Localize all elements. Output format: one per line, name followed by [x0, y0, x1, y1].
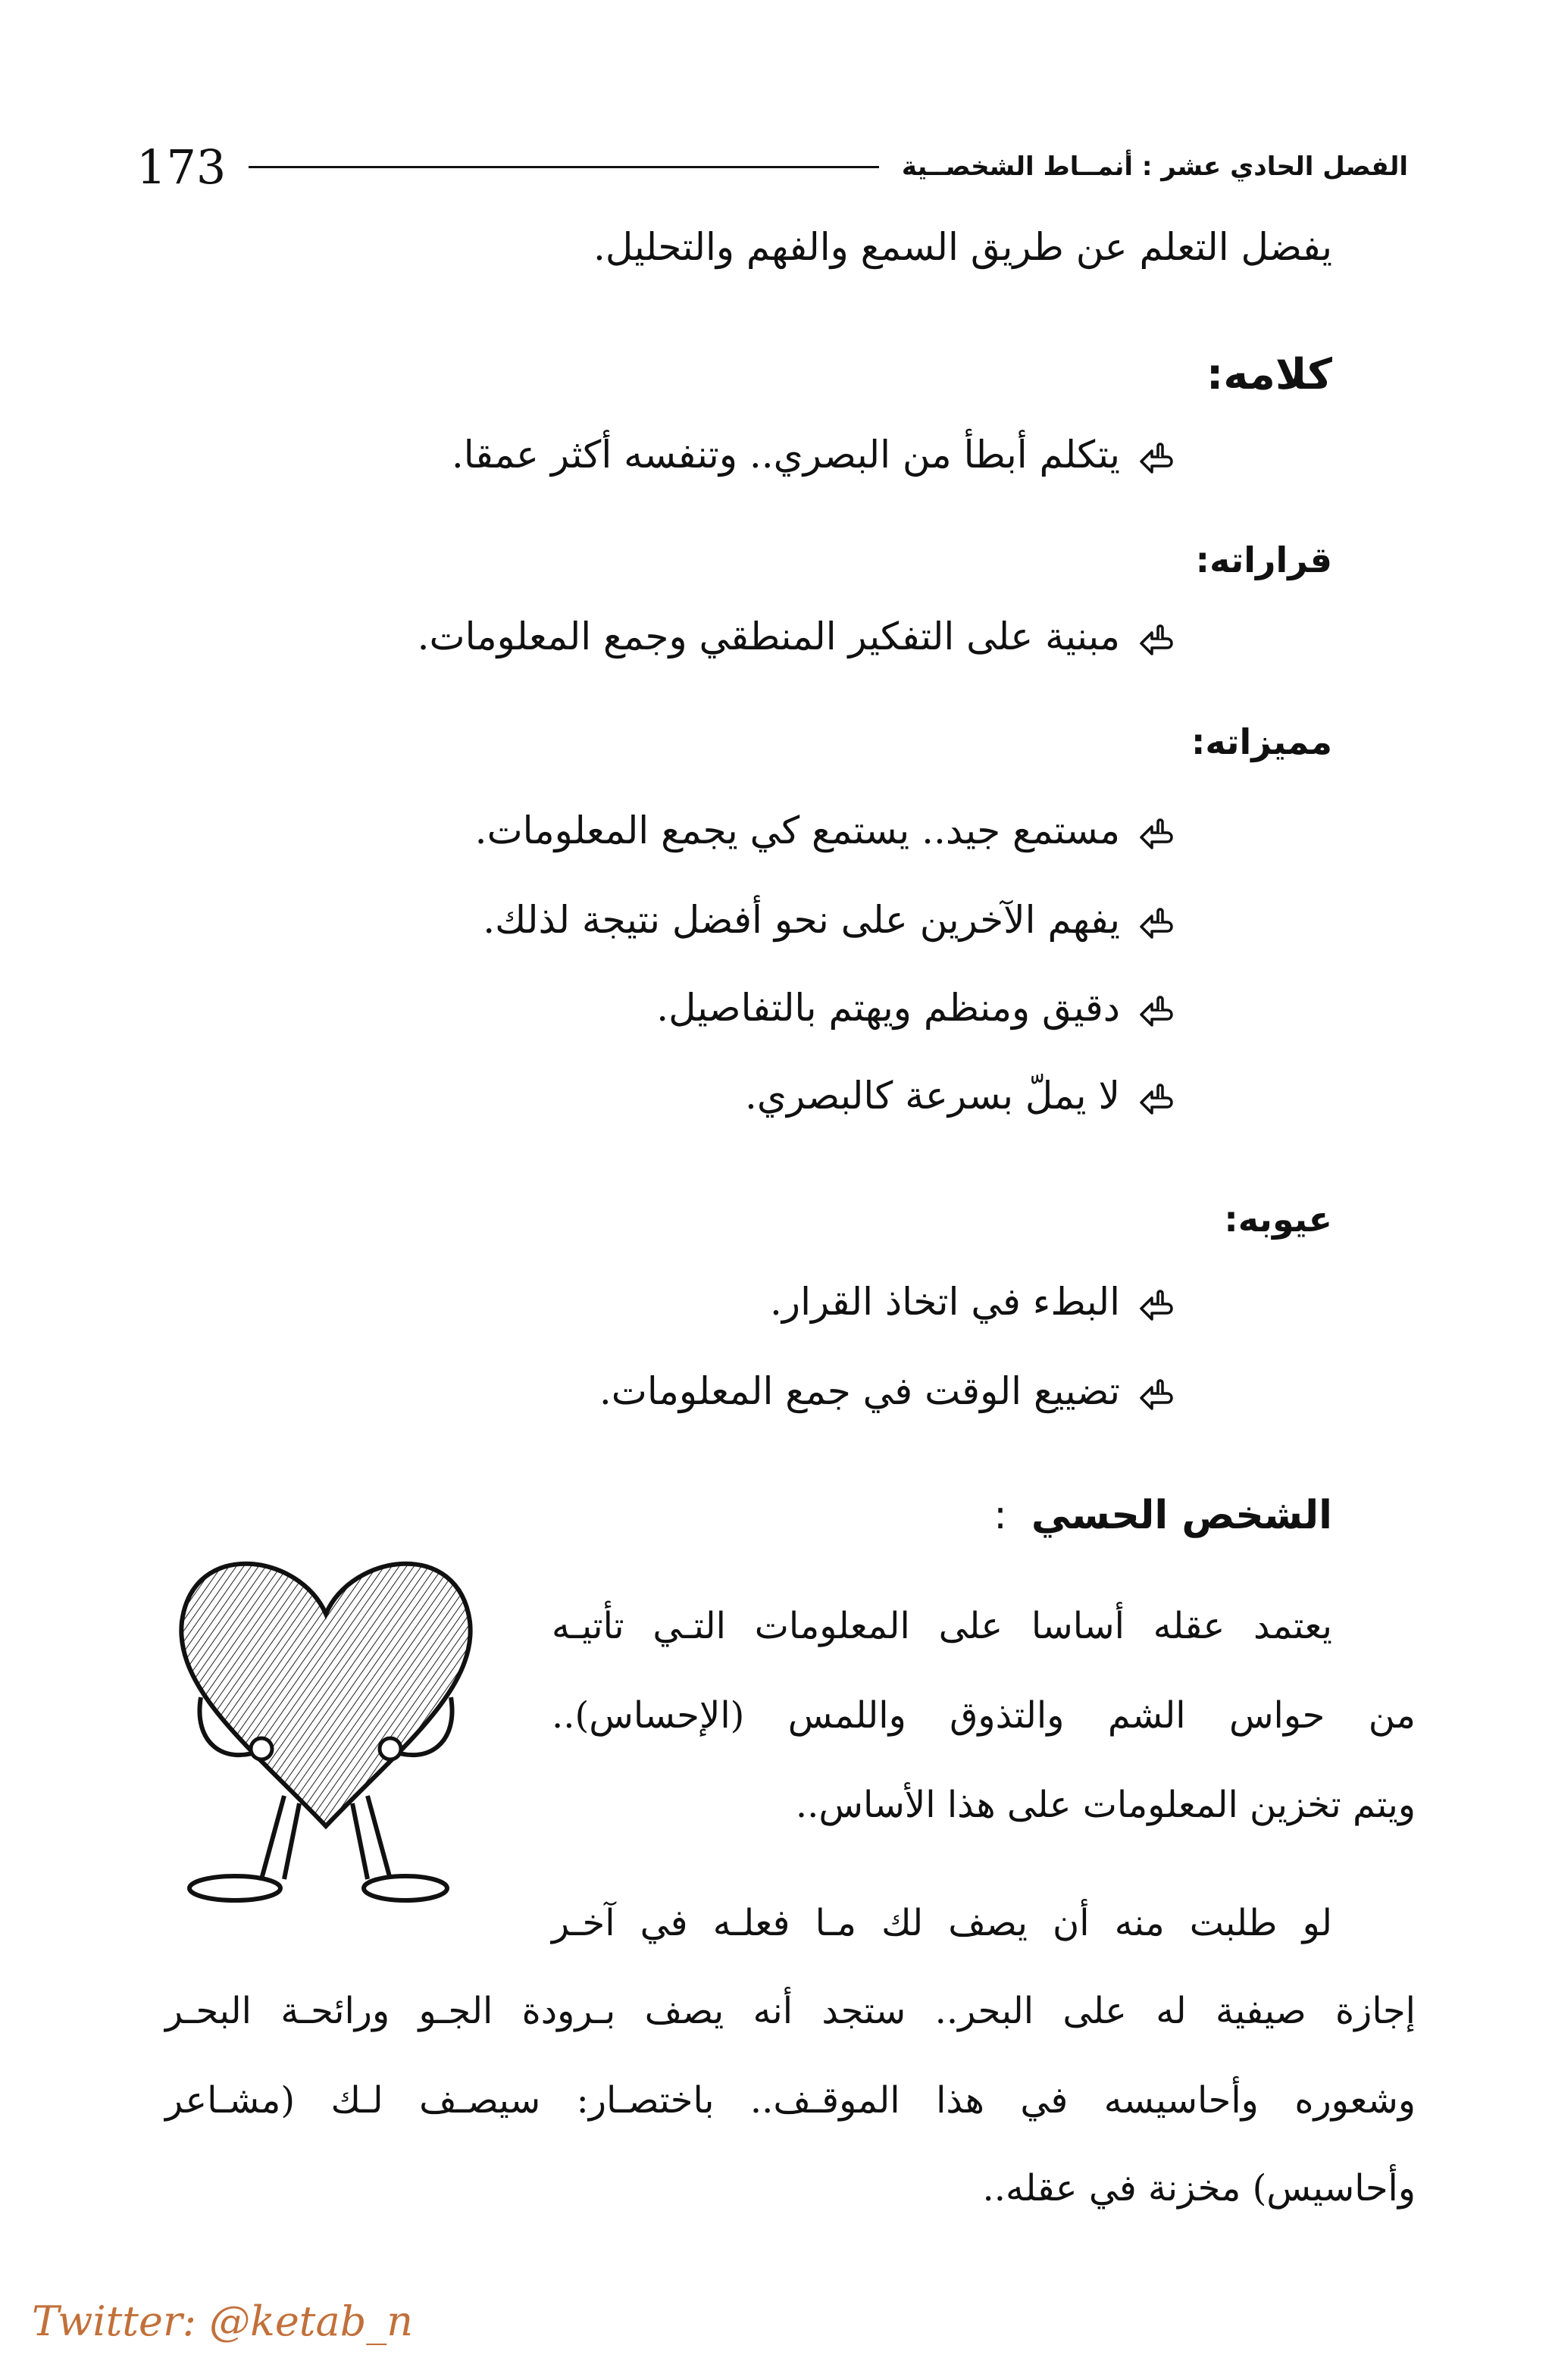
pointing-hand-icon — [1137, 1286, 1175, 1324]
pointing-hand-icon — [1137, 439, 1175, 477]
pointing-hand-icon — [1137, 992, 1175, 1030]
header-rule — [249, 166, 879, 168]
page-number: 173 — [136, 139, 227, 195]
strengths-item: لا يملّ بسرعة كالبصري. — [745, 1073, 1175, 1118]
pointing-hand-icon — [1137, 621, 1175, 658]
speech-heading: كلامه: — [1206, 350, 1332, 399]
speech-item: يتكلم أبطأ من البصري.. وتنفسه أكثر عمقا. — [452, 432, 1175, 477]
sensory-line: إجازة صيفية له على البحر.. ستجد أنه يصف بـرودة الجـو ورائحـة البحـر — [165, 1990, 1416, 2032]
pointing-hand-icon — [1137, 815, 1175, 852]
sensory-heading-text: الشخص الحسي — [1031, 1493, 1332, 1538]
intro-line: يفضل التعلم عن طريق السمع والفهم والتحليل. — [593, 225, 1332, 269]
strengths-item: يفهم الآخرين على نحو أفضل نتيجة لذلك. — [483, 897, 1175, 943]
heart-carrier-illustration — [148, 1523, 504, 1917]
sensory-line: وشعوره وأحاسيسه في هذا الموقـف.. باختصـار: سيصـف لـك (مشـاعر — [165, 2079, 1416, 2122]
sensory-heading-colon: : — [993, 1493, 1007, 1538]
watermark: Twitter: @ketab_n — [32, 2297, 414, 2345]
decisions-heading: قراراته: — [1195, 539, 1332, 580]
pointing-hand-icon — [1137, 904, 1175, 942]
decisions-item: مبنية على التفكير المنطقي وجمع المعلومات. — [418, 614, 1175, 659]
sensory-line: من حواس الشم والتذوق واللمس (الإحساس).. — [552, 1694, 1416, 1737]
pointing-hand-icon — [1137, 1375, 1175, 1413]
strengths-heading: مميزاته: — [1191, 721, 1332, 762]
sensory-line: ويتم تخزين المعلومات على هذا الأساس.. — [795, 1784, 1416, 1826]
sensory-heading — [993, 1493, 1332, 1538]
chapter-title: الفصل الحادي عشر : أنمــاط الشخصــية — [901, 152, 1408, 182]
strengths-item: مستمع جيد.. يستمع كي يجمع المعلومات. — [475, 808, 1175, 853]
flaws-item: البطء في اتخاذ القرار. — [770, 1279, 1175, 1324]
sensory-line: يعتمد عقله أساسا على المعلومات التـي تأتيـه — [552, 1605, 1332, 1647]
strengths-item: دقيق ومنظم ويهتم بالتفاصيل. — [656, 985, 1175, 1030]
pointing-hand-icon — [1137, 1080, 1175, 1118]
sensory-line: وأحاسيس) مخزنة في عقله.. — [982, 2167, 1416, 2210]
flaws-item: تضييع الوقت في جمع المعلومات. — [599, 1368, 1175, 1414]
running-header — [136, 136, 1408, 197]
sensory-line: لو طلبت منه أن يصف لك مـا فعلـه في آخـر — [552, 1902, 1332, 1944]
flaws-heading: عيوبه: — [1224, 1199, 1332, 1240]
